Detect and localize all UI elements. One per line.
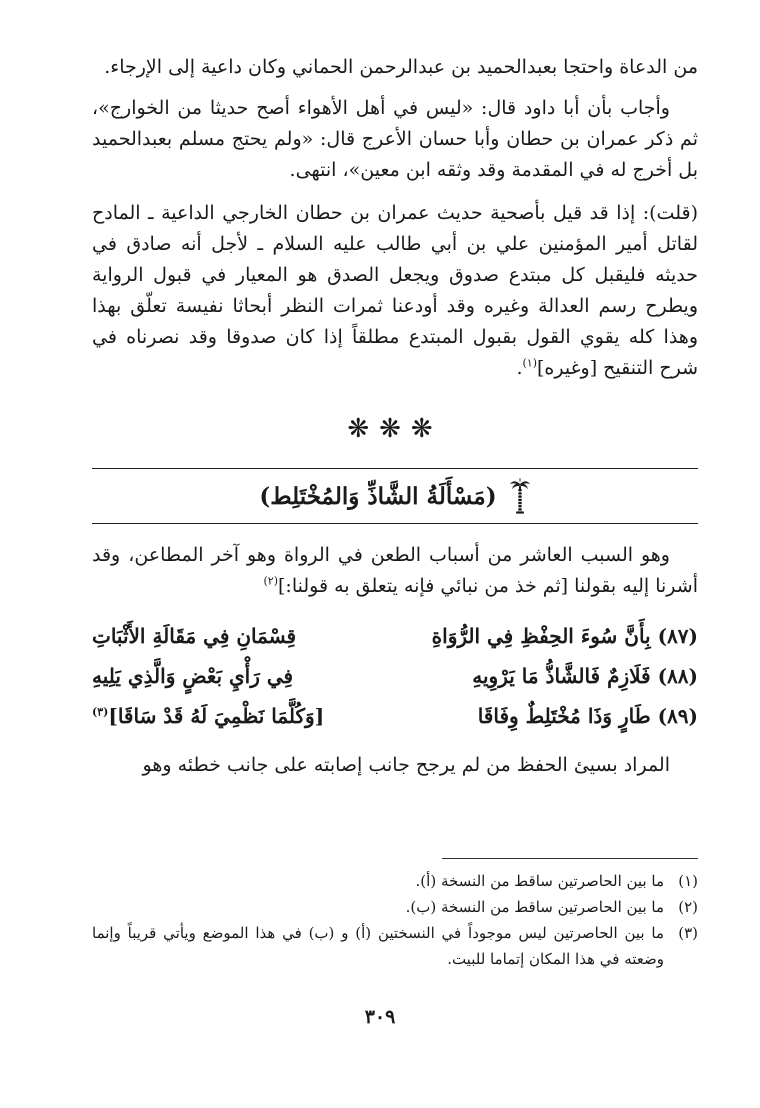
paragraph-2-text: وأجاب بأن أبا داود قال: «ليس في أهل الأهواء أصح حديثا من الخوارج»، ثم ذكر عمران بن حطان وأبا حسان الأعرج قال: «ولم يحتج مسلم بعبدالحميد بل أخرج له في المقدمة وقد وثقه ابن معين»، انتهى.	[92, 97, 698, 181]
after-poem-text: المراد بسيئ الحفظ من لم يرجح جانب إصابته على جانب خطئه وهو	[142, 754, 670, 776]
section-intro	[92, 540, 698, 602]
footnote-item	[92, 868, 698, 894]
page-body	[92, 52, 698, 781]
footnote-text: ما بين الحاصرتين ليس موجوداً في النسختين (أ) و (ب) في هذا الموضع ويأتي قريباً وإنما وضعته في هذا المكان إتماما للبيت.	[92, 924, 664, 968]
paragraph-2	[92, 93, 698, 186]
section-intro-text: وهو السبب العاشر من أسباب الطعن في الرواة وهو آخر المطاعن، وقد أشرنا إليه بقولنا [ثم خذ من نبائي فإنه يتعلق به قولنا:]	[92, 544, 698, 597]
paragraph-3-end: .	[516, 357, 523, 379]
paragraph-1-text: من الدعاة واحتجا بعبدالحميد بن عبدالرحمن الحماني وكان داعية إلى الإرجاء.	[104, 56, 698, 78]
verse-second-hemistich: فِي رَأْيِ بَعْضٍ وَالَّذِي يَلِيهِ	[92, 664, 294, 688]
poem-verse	[92, 616, 698, 656]
footnote-item	[92, 894, 698, 920]
section-title: (مَسْأَلَةُ الشَّاذِّ وَالمُخْتَلِط)	[259, 482, 497, 510]
verse-second-hemistich: قِسْمَانِ فِي مَقَالَةِ الأَثْبَاتِ	[92, 624, 297, 648]
footnote-ref-3[interactable]: (٣)	[92, 705, 109, 719]
poem-verse	[92, 696, 698, 736]
palm-tree-icon	[509, 478, 531, 514]
footnote-ref-2[interactable]: (٢)	[263, 574, 279, 588]
footnote-ref-1[interactable]: (١)	[522, 356, 537, 370]
footnote-number: (٢)	[678, 898, 698, 916]
poem-verses	[92, 616, 698, 736]
poem-verse	[92, 656, 698, 696]
footnote-text: ما بين الحاصرتين ساقط من النسخة (ب).	[405, 898, 664, 916]
footnote-divider	[442, 858, 698, 859]
verse-first-hemistich: (٨٩) طَارٍ وَذَا مُخْتَلِطٌ وِفَاقَا	[477, 704, 698, 728]
footnote-number: (٣)	[678, 924, 698, 942]
footnote-number: (١)	[678, 872, 698, 890]
footnotes	[92, 868, 698, 972]
verse-first-hemistich: (٨٧) بِأَنَّ سُوءَ الحِفْظِ فِي الرُّوَاةِ	[431, 624, 698, 648]
footnote-text: ما بين الحاصرتين ساقط من النسخة (أ).	[415, 872, 664, 890]
paragraph-3	[92, 198, 698, 384]
footnote-item	[92, 920, 698, 972]
paragraph-1	[92, 52, 698, 83]
verse-second-hemistich-wrap	[92, 696, 383, 736]
page-number: ٣٠٩	[364, 1006, 396, 1028]
section-separator: ❋❋❋	[347, 414, 443, 444]
section-heading	[92, 468, 698, 524]
after-poem-paragraph	[92, 750, 698, 781]
verse-second-hemistich: [وَكُلَّمَا نَظْمِيَ لَهُ قَدْ سَاقَا]	[108, 704, 325, 728]
paragraph-3-text: (قلت): إذا قد قيل بأصحية حديث عمران بن حطان الخارجي الداعية ـ المادح لقاتل أمير المؤمنين علي بن أبي طالب عليه السلام ـ لأجل أنه صادق في حديثه فليقبل كل مبتدع صدوق ويجعل الصدق هو المعيار في قبول الرواية ويطرح رسم العدالة وغيره وقد أودعنا ثمرات النظر أبحاثا نفيسة تعلّق بهذا وهذا كله يقوي القول بقبول المبتدع مطلقاً إذا كان صدوقا وقد نصرناه في شرح التنقيح [وغيره]	[92, 202, 698, 379]
verse-first-hemistich: (٨٨) فَلَازِمٌ فَالشَّاذُّ مَا يَرْوِيهِ	[472, 664, 698, 688]
